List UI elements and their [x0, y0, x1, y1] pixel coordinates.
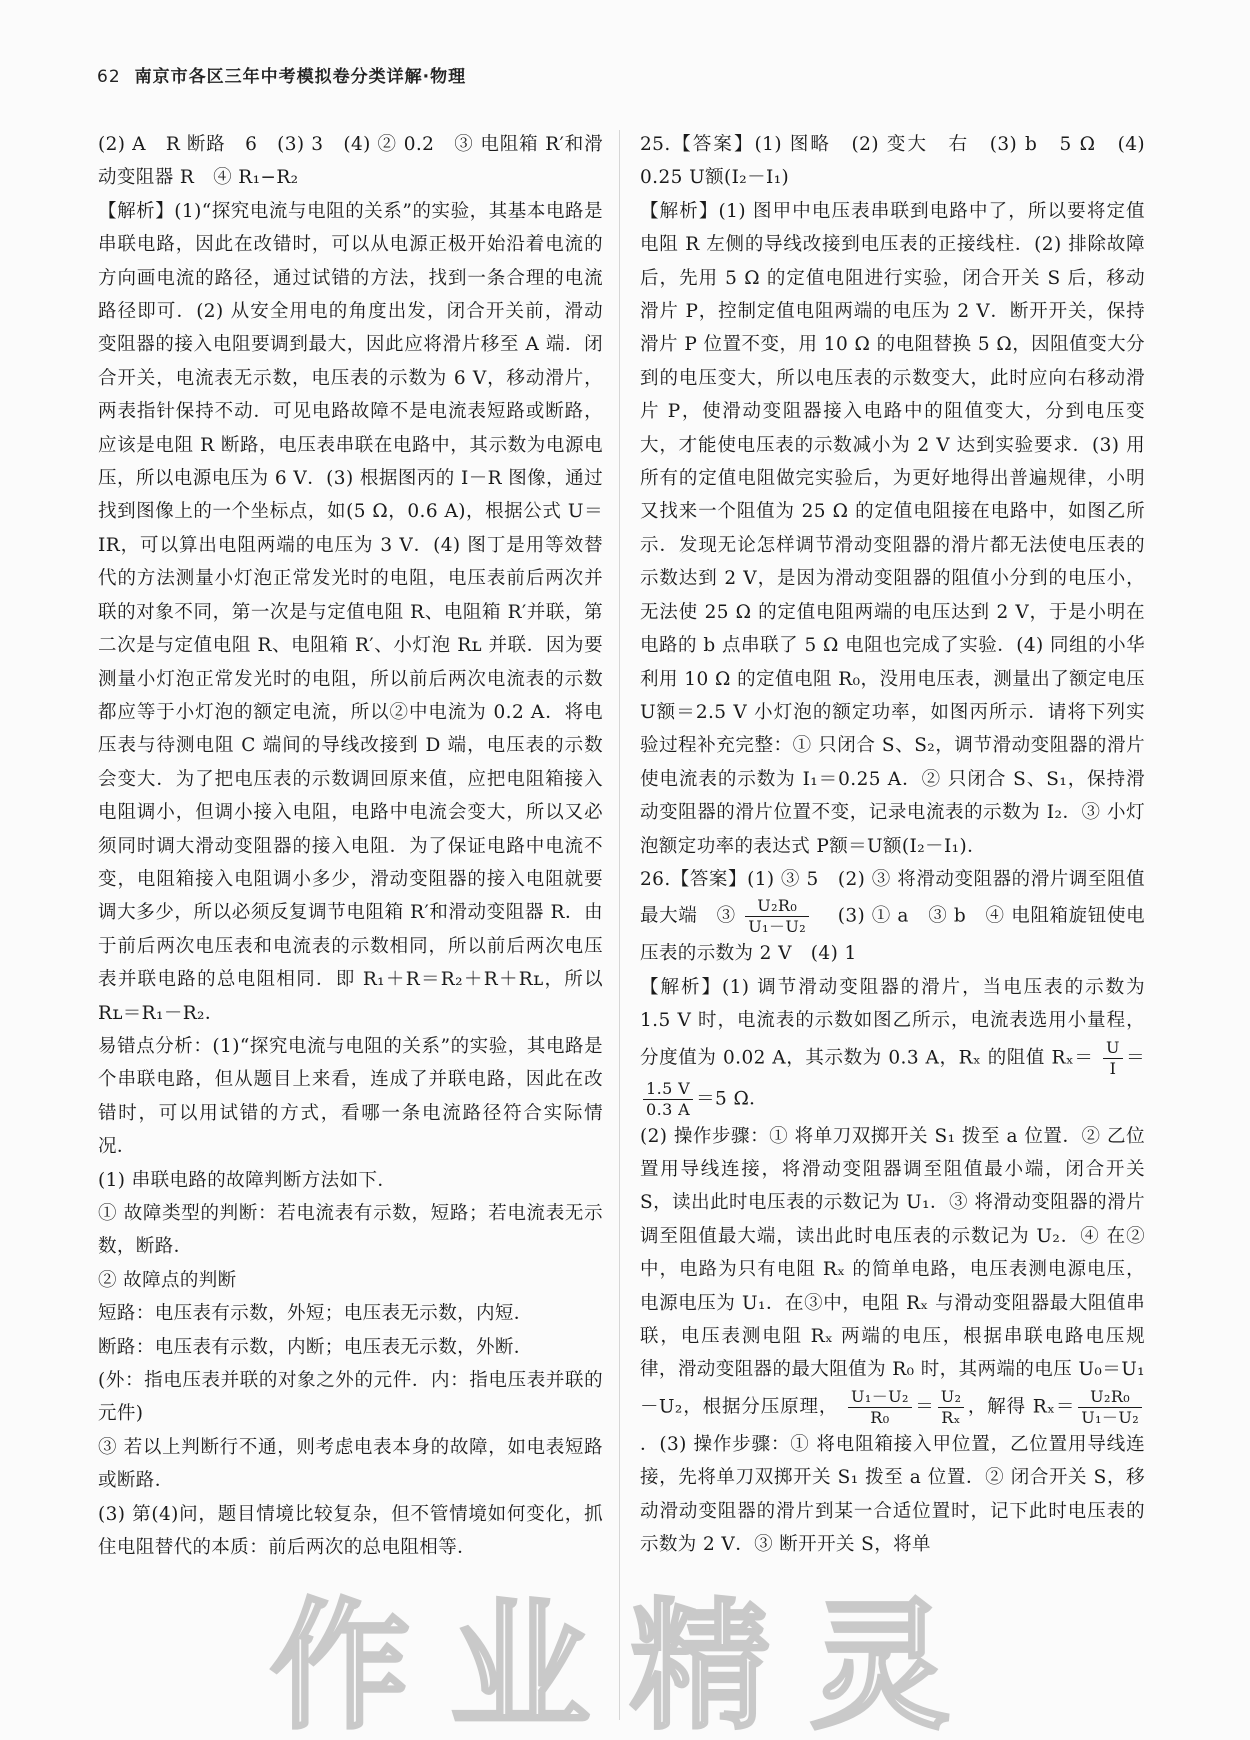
fault-type: ① 故障类型的判断：若电流表有示数，短路；若电流表无示数，断路． [98, 1203, 603, 1258]
fraction: $\frac{\text{U₁－U₂}}{\text{R₀}}$ [848, 1387, 912, 1428]
column-divider [619, 130, 620, 1720]
q26-analysis-1: 【解析】(1) 调节滑动变阻器的滑片，当电压表的示数为 1.5 V 时，电流表的示数如图乙所示，电流表选用小量程，分度值为 0.02 A，其示数为 0.3 A，Rₓ 的阻值 Rₓ＝ $\frac{U}{I}$ ＝ $\frac{1.5 V}{0.3 A}$ ＝5 Ω． [640, 976, 1146, 1119]
book-title: 南京市各区三年中考模拟卷分类详解·物理 [134, 67, 467, 87]
fault-point: ② 故障点的判断 [98, 1269, 237, 1291]
right-column [640, 128, 1145, 1561]
q25-analysis: 【解析】(1) 图甲中电压表串联到电路中了，所以要将定值电阻 R 左侧的导线改接到电压表的正接线柱．(2) 排除故障后，先用 5 Ω 的定值电阻进行实验，闭合开关 S 后，移动滑片 P，控制定值电阻两端的电压为 2 V．断开开关，保持滑片 P 位置不变，用 10 Ω 的电阻替换 5 Ω，因阻值变大分到的电压变大，所以电压表的示数变大，此时应向右移动滑片 P，使滑动变阻器接入电路中的阻值变大，分到电压变大，才能使电压表的示数减小为 2 V 达到实验要求．(3) 用所有的定值电阻做完实验后，为更好地得出普遍规律，小明又找来一个阻值为 25 Ω 的定值电阻接在电路中，如图乙所示．发现无论怎样调节滑动变阻器的滑片都无法使电压表的示数达到 2 V，是因为滑动变阻器的阻值小分到的电压小，无法使 25 Ω 的定值电阻两端的电压达到 2 V，于是小明在电路的 b 点串联了 5 Ω 电阻也完成了实验．(4) 同组的小华利用 10 Ω 的定值电阻 R₀，没用电压表，测量出了额定电压 U额＝2.5 V 小灯泡的额定功率，如图丙所示．请将下列实验过程补充完整：① 只闭合 S、S₂，调节滑动变阻器的滑片使电流表的示数为 I₁＝0.25 A．② 只闭合 S、S₁，保持滑动变阻器的滑片位置不变，记录电流表的示数为 I₂．③ 小灯泡额定功率的表达式 P额＝U额(I₂－I₁)． [640, 200, 1145, 857]
q26-answer: 26.【答案】(1) ③ 5 (2) ③ 将滑动变阻器的滑片调至阻值最大端 ③ $\frac{\text{U₂R₀}}{\text{U₁－U₂}}$ (3) ① a ③ b ④ 电阻箱旋钮使电压表的示数为 2 V (4) 1 [640, 868, 1145, 965]
meter-fault-note: ③ 若以上判断行不通，则考虑电表本身的故障，如电表短路或断路． [98, 1436, 603, 1492]
left-column [98, 128, 603, 1564]
fraction: $\frac{\text{U₂R₀}}{\text{U₁－U₂}}$ [745, 896, 809, 937]
fraction: $\frac{U}{I}$ [1103, 1038, 1123, 1079]
watermark-logo [180, 1590, 1080, 1740]
open-circuit-rule: 断路：电压表有示数，内断；电压表无示数，外断． [98, 1336, 533, 1358]
short-circuit-rule: 短路：电压表有示数，外短；电压表无示数，内短． [98, 1303, 533, 1325]
fraction: $\frac{1.5 V}{0.3 A}$ [643, 1079, 693, 1120]
substitution-note: (3) 第(4)问，题目情境比较复杂，但不管情境如何变化，抓住电阻替代的本质：前后两次的总电阻相等． [98, 1503, 603, 1559]
page-header [97, 62, 466, 87]
q24-analysis: 【解析】(1)“探究电流与电阻的关系”的实验，其基本电路是串联电路，因此在改错时，可以从电源正极开始沿着电流的方向画电流的路径，通过试错的方法，找到一条合理的电流路径即可．(2) 从安全用电的角度出发，闭合开关前，滑动变阻器的接入电阻要调到最大，因此应将滑片移至 A 端．闭合开关，电流表无示数，电压表的示数为 6 V，移动滑片，两表指针保持不动．可见电路故障不是电流表短路或断路，应该是电阻 R 断路，电压表串联在电路中，其示数为电源电压，所以电源电压为 6 V．(3) 根据图丙的 I－R 图像，通过找到图像上的一个坐标点，如(5 Ω，0.6 A)，根据公式 U＝IR，可以算出电阻两端的电压为 3 V．(4) 图丁是用等效替代的方法测量小灯泡正常发光时的电阻，电压表前后两次并联的对象不同，第一次是与定值电阻 R、电阻箱 R′并联，第二次是与定值电阻 R、电阻箱 R′、小灯泡 Rʟ 并联．因为要测量小灯泡正常发光时的电阻，所以前后两次电流表的示数都应等于小灯泡的额定电流，所以②中电流为 0.2 A．将电压表与待测电阻 C 端间的导线改接到 D 端，电压表的示数会变大．为了把电压表的示数调回原来值，应把电阻箱接入电阻调小，但调小接入电阻，电路中电流会变大，所以又必须同时调大滑动变阻器的接入电阻．为了保证电路中电流不变，电阻箱接入电阻调小多少，滑动变阻器的接入电阻就要调大多少，所以必须反复调节电阻箱 R′和滑动变阻器 R．由于前后两次电压表和电流表的示数相同，所以前后两次电压表并联电路的总电阻相同．即 R₁＋R＝R₂＋R＋Rʟ，所以 Rʟ＝R₁－R₂． [98, 200, 603, 1024]
fraction: $\frac{\text{U₂}}{\text{Rₓ}}$ [938, 1387, 965, 1428]
q24-answer: (2) A R 断路 6 (3) 3 (4) ② 0.2 ③ 电阻箱 R′和滑动变阻器 R ④ R₁−R₂ [98, 134, 603, 189]
q26-analysis-2: (2) 操作步骤：① 将单刀双掷开关 S₁ 拨至 a 位置．② 乙位置用导线连接，将滑动变阻器调至阻值最小端，闭合开关 S，读出此时电压表的示数记为 U₁．③ 将滑动变阻器的滑片调至阻值最大端，读出此时电压表的示数记为 U₂．④ 在②中，电路为只有电阻 Rₓ 的简单电路，电压表测电源电压，电源电压为 U₁．在③中，电阻 Rₓ 与滑动变阻器最大阻值串联，电压表测电阻 Rₓ 两端的电压，根据串联电路电压规律，滑动变阻器的最大阻值为 R₀ 时，其两端的电压 U₀＝U₁－U₂，根据分压原理， $\frac{\text{U₁－U₂}}{\text{R₀}}$ ＝ $\frac{\text{U₂}}{\text{Rₓ}}$ ，解得 Rₓ＝ $\frac{\text{U₂R₀}}{\text{U₁－U₂}}$ ．(3) 操作步骤：① 将电阻箱接入甲位置，乙位置用导线连接，先将单刀双掷开关 S₁ 拨至 a 位置．② 闭合开关 S，移动滑动变阻器的滑片到某一合适位置时，记下此时电压表的示数为 2 V．③ 断开开关 S，将单 [640, 1125, 1145, 1556]
watermark-text: 作业精灵 [269, 1590, 991, 1740]
fraction: $\frac{\text{U₂R₀}}{\text{U₁－U₂}}$ [1078, 1387, 1142, 1428]
inner-outer-note: (外：指电压表并联的对象之外的元件．内：指电压表并联的元件) [98, 1370, 603, 1425]
error-analysis: 易错点分析：(1)“探究电流与电阻的关系”的实验，其电路是个串联电路，但从题目上来看，连成了并联电路，因此在改错时，可以用试错的方式，看哪一条电流路径符合实际情况． [98, 1035, 603, 1158]
fault-method-intro: (1) 串联电路的故障判断方法如下． [98, 1169, 397, 1191]
page-number: 62 [97, 67, 121, 87]
q25-answer: 25.【答案】(1) 图略 (2) 变大 右 (3) b 5 Ω (4) 0.25 U额(I₂－I₁) [640, 134, 1145, 189]
